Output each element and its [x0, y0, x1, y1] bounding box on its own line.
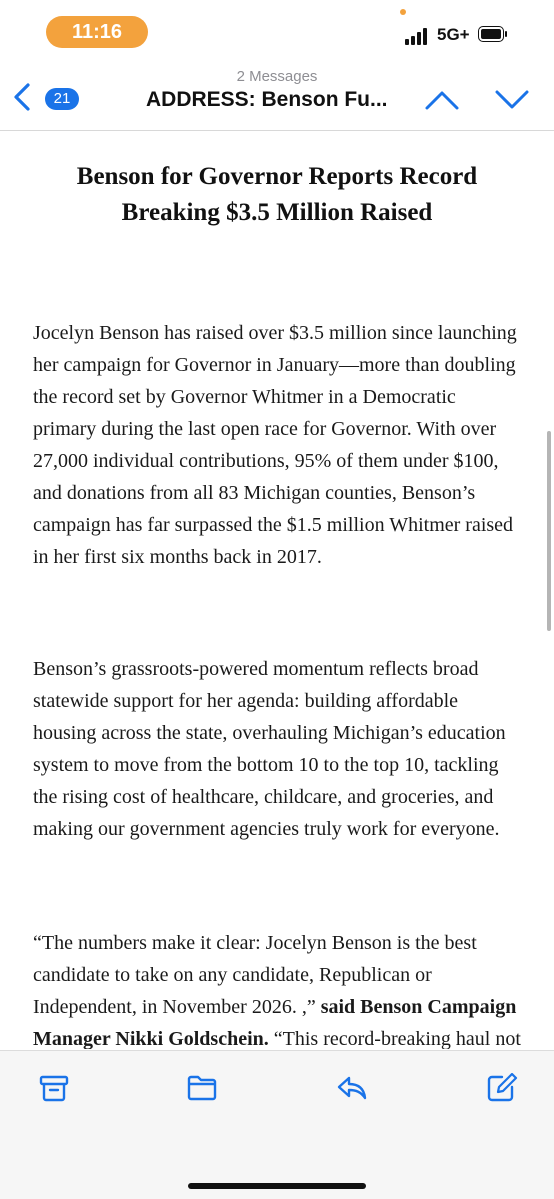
- paragraph-2: Benson’s grassroots-powered momentum reflects broad statewide support for her agenda: building affordable housing across the state, overhauling Michigan’s education system to move from the bottom 10 to the top 10, tackling the rising cost of healthcare, childcare, and groceries, and making our government agencies truly work for everyone.: [33, 658, 506, 840]
- previous-message-icon[interactable]: [424, 88, 460, 112]
- back-chevron-icon[interactable]: [10, 82, 34, 112]
- next-message-icon[interactable]: [494, 88, 530, 112]
- compose-icon[interactable]: [486, 1073, 518, 1103]
- privacy-indicator-dot: [400, 9, 406, 15]
- paragraph-3-continuation: “This record-breaking haul not: [268, 1028, 521, 1049]
- back-count-badge[interactable]: 21: [45, 88, 79, 110]
- status-bar: [0, 0, 554, 60]
- signal-icon: [405, 27, 431, 45]
- navigation-bar: [0, 60, 554, 131]
- home-indicator[interactable]: [188, 1183, 366, 1189]
- reply-icon[interactable]: [336, 1073, 368, 1103]
- status-time[interactable]: 11:16: [46, 16, 148, 48]
- bottom-toolbar: [0, 1050, 554, 1199]
- email-body[interactable]: [0, 131, 554, 1049]
- email-subject: ADDRESS: Benson Fu...: [146, 88, 388, 111]
- network-type: 5G+: [437, 25, 470, 44]
- folder-icon[interactable]: [186, 1073, 218, 1103]
- scrollbar[interactable]: [547, 431, 551, 631]
- paragraph-1: Jocelyn Benson has raised over $3.5 million since launching her campaign for Governor in January—more than doubling the record set by Governor Whitmer in a Democratic primary during the last open race for Governor. With over 27,000 individual contributions, 95% of them under $100, and donations from all 83 Michigan counties, Benson’s campaign has far surpassed the $1.5 million Whitmer raised in her first six months back in 2017.: [33, 322, 517, 568]
- messages-count: 2 Messages: [236, 68, 318, 85]
- paragraph-3-quote: “The numbers make it clear: Jocelyn Benson is the best candidate to take on any candidate, Republican or Independent, in November 2026. ,”: [33, 932, 477, 1018]
- battery-icon: [478, 26, 508, 44]
- paragraph-3: [33, 927, 523, 1049]
- archive-icon[interactable]: [38, 1073, 70, 1103]
- paragraph-3-attribution: said Benson Campaign Manager Nikki Goldschein.: [33, 996, 517, 1049]
- email-headline: Benson for Governor Reports Record Breaking $3.5 Million Raised: [76, 163, 478, 226]
